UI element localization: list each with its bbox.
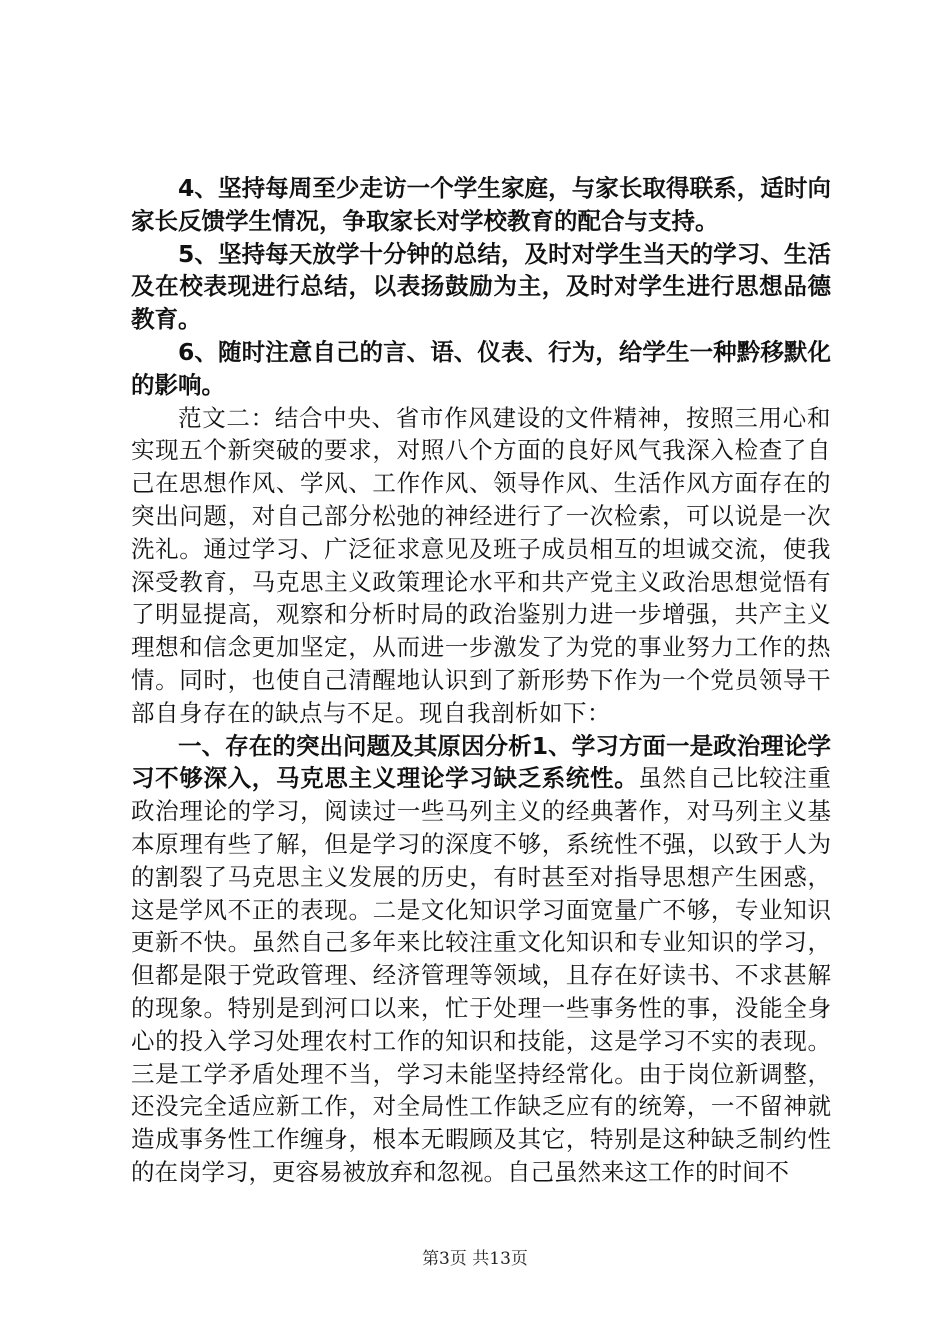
document-body (131, 172, 831, 1189)
paragraph-item-4: 4、坚持每周至少走访一个学生家庭，与家长取得联系，适时向家长反馈学生情况，争取家长对学校教育的配合与支持。 (131, 174, 831, 235)
paragraph-section-one (131, 730, 831, 1189)
paragraph-sample-two: 范文二：结合中央、省市作风建设的文件精神，按照三用心和实现五个新突破的要求，对照八个方面的良好风气我深入检查了自己在思想作风、学风、工作作风、领导作风、生活作风方面存在的突出问题，对自己部分松弛的神经进行了一次检索，可以说是一次洗礼。通过学习、广泛征求意见及班子成员相互的坦诚交流，使我深受教育，马克思主义政策理论水平和共产党主义政治思想觉悟有了明显提高，观察和分析时局的政治鉴别力进一步增强，共产主义理想和信念更加坚定，从而进一步激发了为党的事业努力工作的热情。同时，也使自己清醒地认识到了新形势下作为一个党员领导干部自身存在的缺点与不足。现自我剖析如下： (131, 403, 831, 727)
section-body: 虽然自己比较注重政治理论的学习，阅读过一些马列主义的经典著作，对马列主义基本原理有些了解，但是学习的深度不够，系统性不强，以致于人为的割裂了马克思主义发展的历史，有时甚至对指导思想产生困惑，这是学风不正的表现。二是文化知识学习面宽量广不够，专业知识更新不快。虽然自己多年来比较注重文化知识和专业知识的学习，但都是限于党政管理、经济管理等领域，且存在好读书、不求甚解的现象。特别是到河口以来，忙于处理一些事务性的事，没能全身心的投入学习处理农村工作的知识和技能，这是学习不实的表现。三是工学矛盾处理不当，学习未能坚持经常化。由于岗位新调整，还没完全适应新工作，对全局性工作缺乏应有的统筹，一不留神就造成事务性工作缠身，根本无暇顾及其它，特别是这种缺乏制约性的在岗学习，更容易被放弃和忽视。自己虽然来这工作的时间不 (131, 764, 831, 1186)
section-heading: 一、存在的突出问题及其原因分析1、学习方面一是政治理论学习不够深入，马克思主义理论学习缺乏系统性。 (131, 731, 831, 793)
paragraph-item-6: 6、随时注意自己的言、语、仪表、行为，给学生一种黔移默化的影响。 (131, 337, 831, 399)
paragraph-item-5: 5、坚持每天放学十分钟的总结，及时对学生当天的学习、生活及在校表现进行总结，以表扬鼓励为主，及时对学生进行思想品德教育。 (131, 239, 831, 334)
page-footer: 第3页 共13页 (422, 1249, 528, 1269)
